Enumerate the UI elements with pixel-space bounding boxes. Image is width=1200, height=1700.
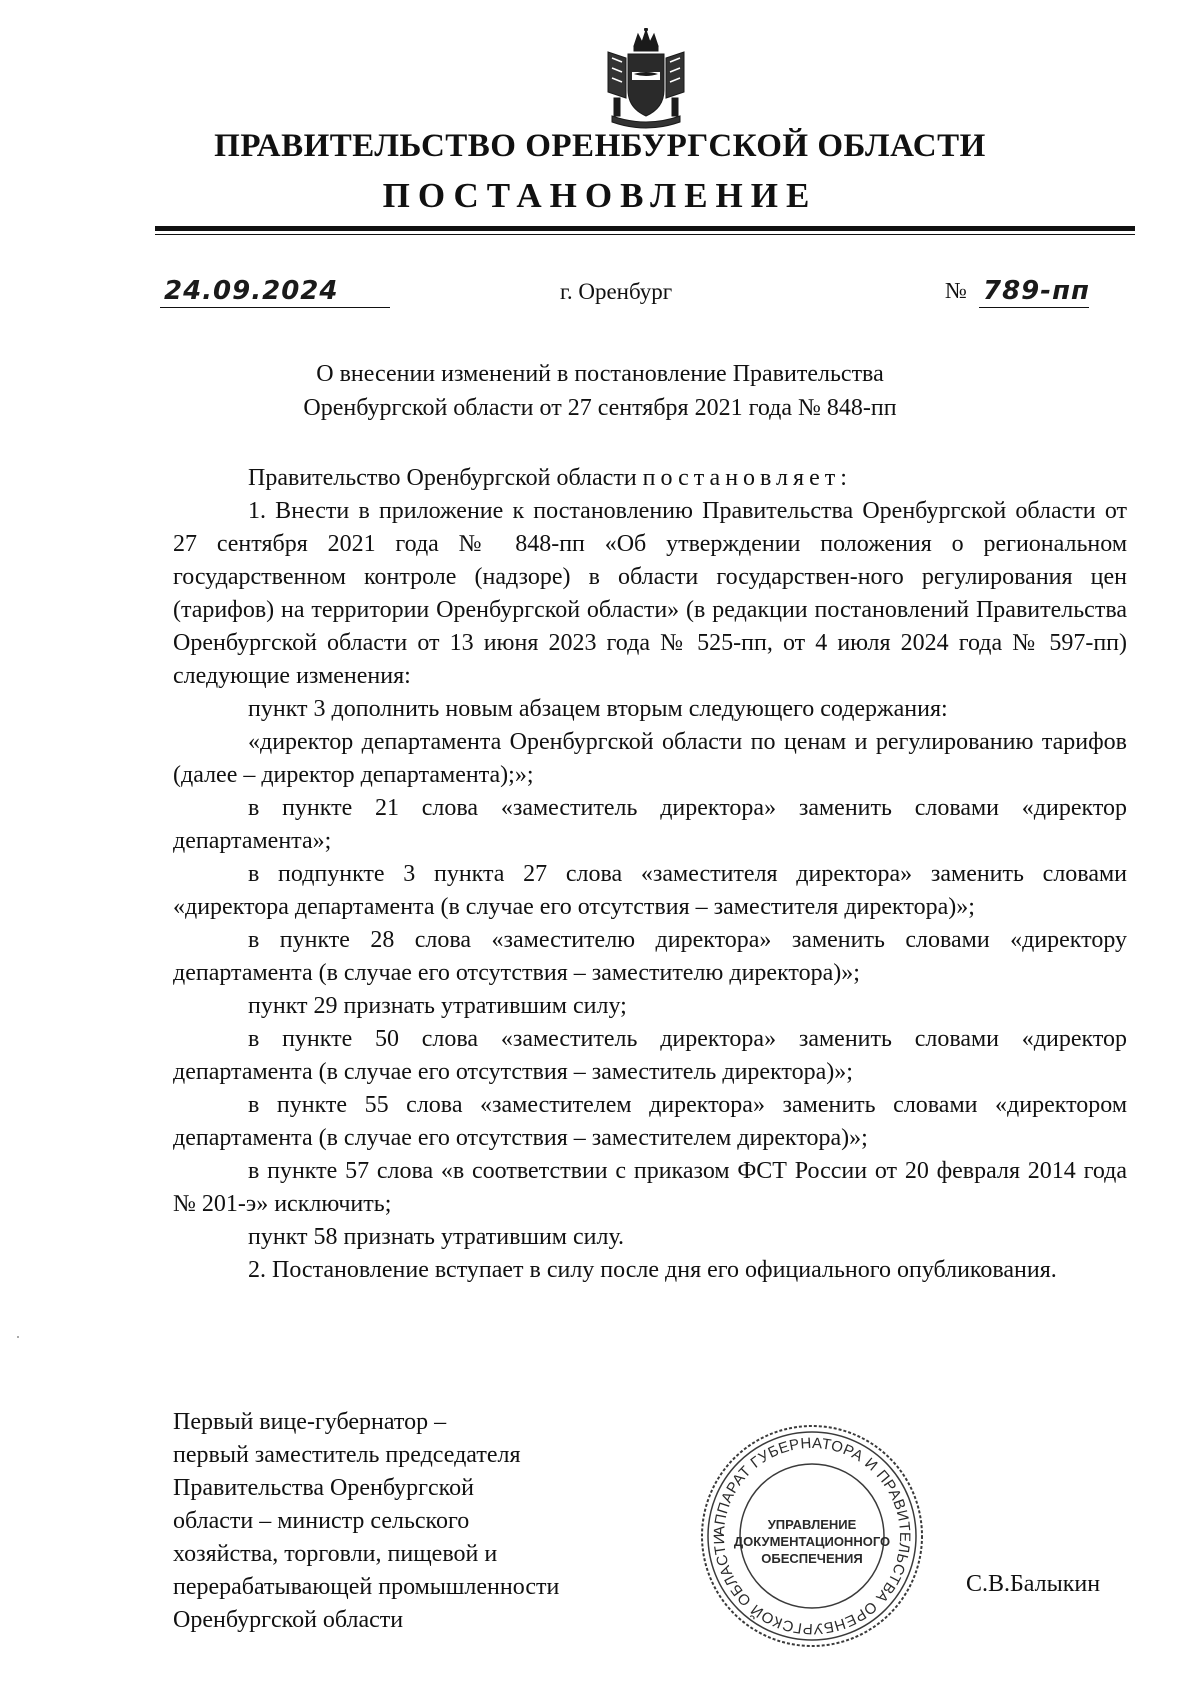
stamp-line: ОБЕСПЕЧЕНИЯ	[761, 1551, 863, 1566]
number-underline	[979, 307, 1089, 308]
stamp-center-text	[697, 1516, 927, 1567]
position-line: Правительства Оренбургской	[173, 1475, 474, 1501]
title-line-2: Оренбургской области от 27 сентября 2021 года № 848-пп	[303, 395, 897, 421]
document-body	[173, 462, 1127, 1287]
document-type: ПОСТАНОВЛЕНИЕ	[382, 176, 818, 215]
handwritten-date: 24.09.2024	[164, 276, 339, 306]
body-paragraph: в пункте 50 слова «заместитель директора» заменить словами «директор департамента (в случае его отсутствия – заместитель директора)»;	[173, 1026, 1127, 1085]
body-paragraph: 1. Внести в приложение к постановлению Правительства Оренбургской области от 27 сентября 2021 года № 848-пп «Об утверждении положения о региональном государственном контроле (надзоре) в области государствен-ного регулирования цен (тарифов) на территории Оренбургской области» (в редакции постановлений Правительства Оренбургской области от 13 июня 2023 года № 525-пп, от 4 июля 2024 года № 597-пп) следующие изменения:	[173, 498, 1127, 689]
body-paragraph: пункт 58 признать утратившим силу.	[248, 1224, 625, 1250]
document-city: г. Оренбург	[560, 279, 673, 304]
document-title	[0, 357, 1200, 425]
handwritten-number: 789-пп	[983, 276, 1090, 306]
document-number	[945, 268, 1125, 308]
date-underline	[160, 307, 390, 308]
intro-prefix: Правительство Оренбургской области	[248, 465, 643, 491]
position-line: области – министр сельского	[173, 1508, 470, 1534]
coat-of-arms-icon	[604, 28, 688, 130]
position-line: Оренбургской области	[173, 1607, 404, 1633]
body-paragraph: в пункте 57 слова «в соответствии с приказом ФСТ России от 20 февраля 2014 года № 201-э» исключить;	[173, 1158, 1127, 1217]
official-stamp	[697, 1421, 927, 1651]
position-line: первый заместитель председателя	[173, 1442, 521, 1468]
intro-verb: постановляет:	[642, 465, 852, 491]
intro-paragraph	[173, 462, 1127, 495]
position-line: Первый вице-губернатор –	[173, 1409, 447, 1435]
body-paragraph: в пункте 21 слова «заместитель директора» заменить словами «директор департамента»;	[173, 795, 1127, 854]
signatory-position	[173, 1406, 643, 1637]
header-divider-thin	[155, 234, 1135, 235]
body-paragraph: в пункте 55 слова «заместителем директора» заменить словами «директором департамента (в случае его отсутствия – заместителем директора)»;	[173, 1092, 1127, 1151]
stamp-line: ДОКУМЕНТАЦИОННОГО	[733, 1534, 891, 1549]
organization-name: ПРАВИТЕЛЬСТВО ОРЕНБУРГСКОЙ ОБЛАСТИ	[214, 128, 986, 164]
body-paragraph: 2. Постановление вступает в силу после дня его официального опубликования.	[248, 1257, 1057, 1283]
body-paragraph: пункт 3 дополнить новым абзацем вторым следующего содержания:	[248, 696, 948, 722]
position-line: хозяйства, торговли, пищевой и	[173, 1541, 498, 1567]
header-divider-thick	[155, 226, 1135, 231]
stamp-ring-text: АППАРАТ ГУБЕРНАТОРА И ПРАВИТЕЛЬСТВА ОРЕНБУРГСКОЙ ОБЛАСТИ	[710, 1434, 914, 1638]
document-date	[160, 268, 390, 308]
number-sign: №	[945, 278, 967, 303]
body-paragraph: пункт 29 признать утратившим силу;	[248, 993, 627, 1019]
signer-name: С.В.Балыкин	[966, 1571, 1101, 1597]
body-paragraph: «директор департамента Оренбургской области по ценам и регулированию тарифов (далее – директор департамента);»;	[173, 729, 1127, 788]
body-paragraph: в пункте 28 слова «заместителю директора» заменить словами «директору департамента (в случае его отсутствия – заместителю директора)»;	[173, 927, 1127, 986]
scan-artifact	[17, 1336, 19, 1338]
body-paragraph: в подпункте 3 пункта 27 слова «заместителя директора» заменить словами «директора департамента (в случае его отсутствия – заместителя директора)»;	[173, 861, 1127, 920]
title-line-1: О внесении изменений в постановление Правительства	[316, 361, 884, 387]
stamp-line: УПРАВЛЕНИЕ	[767, 1517, 857, 1532]
position-line: перерабатывающей промышленности	[173, 1574, 560, 1600]
